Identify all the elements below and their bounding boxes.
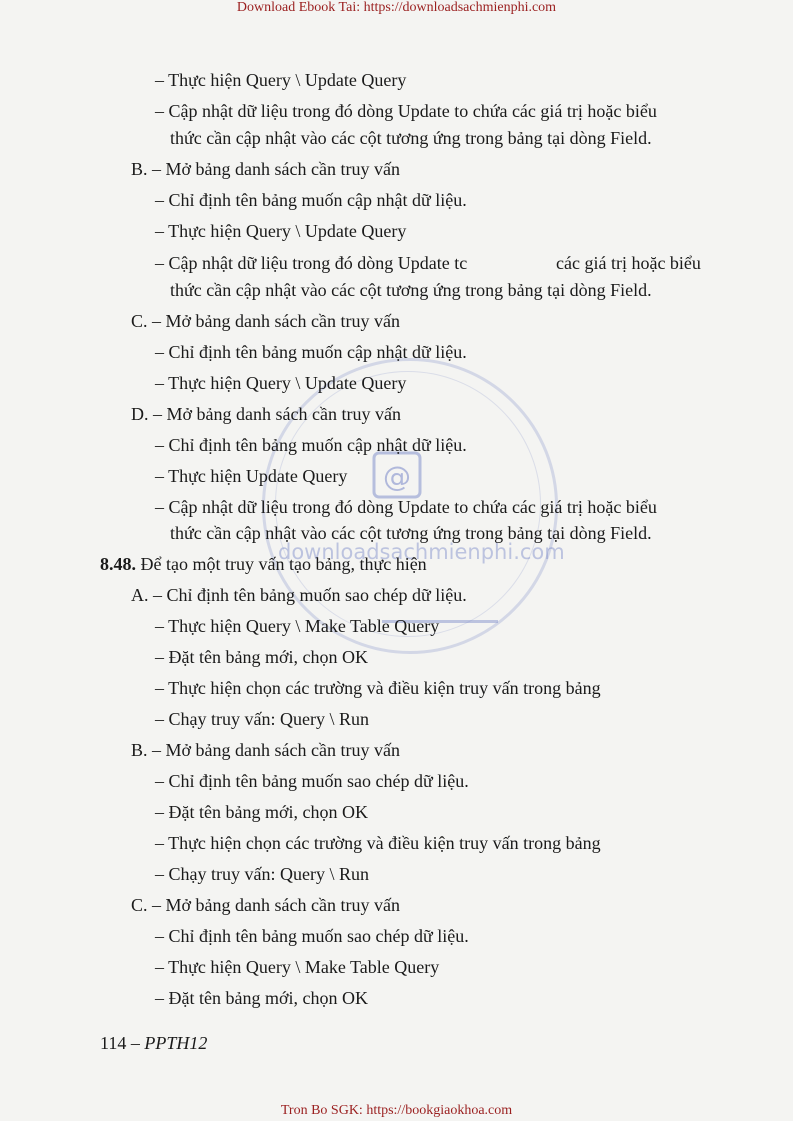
question-number: 8.48.	[100, 554, 136, 574]
page-number: 114	[100, 1033, 127, 1053]
text-line: – Chỉ định tên bảng muốn cập nhật dữ liệu.	[155, 190, 467, 210]
text-line: các giá trị hoặc biểu	[556, 253, 701, 273]
footer-sgk-link[interactable]: Tron Bo SGK: https://bookgiaokhoa.com	[280, 1103, 513, 1118]
header-download-link[interactable]: Download Ebook Tai: https://downloadsachmienphi.com	[236, 0, 557, 15]
text-line: – Thực hiện Query \ Make Table Query	[155, 957, 440, 977]
text-line: – Thực hiện Query \ Update Query	[155, 221, 407, 241]
text-line: – Cập nhật dữ liệu trong đó dòng Update tc	[155, 253, 468, 273]
text-line: – Chỉ định tên bảng muốn sao chép dữ liệu.	[155, 926, 469, 946]
text-line: – Chỉ định tên bảng muốn sao chép dữ liệu.	[155, 771, 469, 791]
text-line: thức cần cập nhật vào các cột tương ứng trong bảng tại dòng Field.	[170, 128, 652, 148]
text-line: – Đặt tên bảng mới, chọn OK	[155, 988, 368, 1008]
book-code: – PPTH12	[130, 1033, 208, 1053]
text-line: – Chạy truy vấn: Query \ Run	[155, 864, 369, 884]
text-line: – Thực hiện Query \ Update Query	[155, 70, 407, 90]
question-heading	[100, 553, 427, 575]
text-line: – Thực hiện chọn các trường và điều kiện truy vấn trong bảng	[155, 833, 601, 853]
text-line: – Thực hiện Update Query	[155, 466, 348, 486]
svg-text:@: @	[383, 460, 411, 493]
text-line: – Thực hiện Query \ Update Query	[155, 373, 407, 393]
text-line: thức cần cập nhật vào các cột tương ứng trong bảng tại dòng Field.	[170, 523, 652, 543]
text-line: thức cần cập nhật vào các cột tương ứng trong bảng tại dòng Field.	[170, 280, 652, 300]
text-line: – Chỉ định tên bảng muốn cập nhật dữ liệu.	[155, 342, 467, 362]
option-b-heading: B. – Mở bảng danh sách cần truy vấn	[131, 740, 400, 760]
option-a-heading: A. – Chỉ định tên bảng muốn sao chép dữ liệu.	[131, 585, 467, 605]
text-line: – Thực hiện Query \ Make Table Query	[155, 616, 440, 636]
option-c-heading: C. – Mở bảng danh sách cần truy vấn	[131, 895, 400, 915]
text-line: – Đặt tên bảng mới, chọn OK	[155, 647, 368, 667]
text-line: – Chạy truy vấn: Query \ Run	[155, 709, 369, 729]
watermark-text: downloadsachmienphi.com	[278, 540, 565, 564]
question-text: Để tạo một truy vấn tạo bảng, thực hiện	[140, 554, 427, 574]
text-line: – Cập nhật dữ liệu trong đó dòng Update to chứa các giá trị hoặc biểu	[155, 101, 657, 121]
text-line: – Thực hiện chọn các trường và điều kiện truy vấn trong bảng	[155, 678, 601, 698]
text-line: – Chỉ định tên bảng muốn cập nhật dữ liệu.	[155, 435, 467, 455]
text-line: – Đặt tên bảng mới, chọn OK	[155, 802, 368, 822]
page-footer	[100, 1033, 207, 1054]
option-c-heading: C. – Mở bảng danh sách cần truy vấn	[131, 311, 400, 331]
option-d-heading: D. – Mở bảng danh sách cần truy vấn	[131, 404, 401, 424]
option-b-heading: B. – Mở bảng danh sách cần truy vấn	[131, 159, 400, 179]
text-line: – Cập nhật dữ liệu trong đó dòng Update to chứa các giá trị hoặc biểu	[155, 497, 657, 517]
watermark-at-icon	[368, 449, 426, 501]
